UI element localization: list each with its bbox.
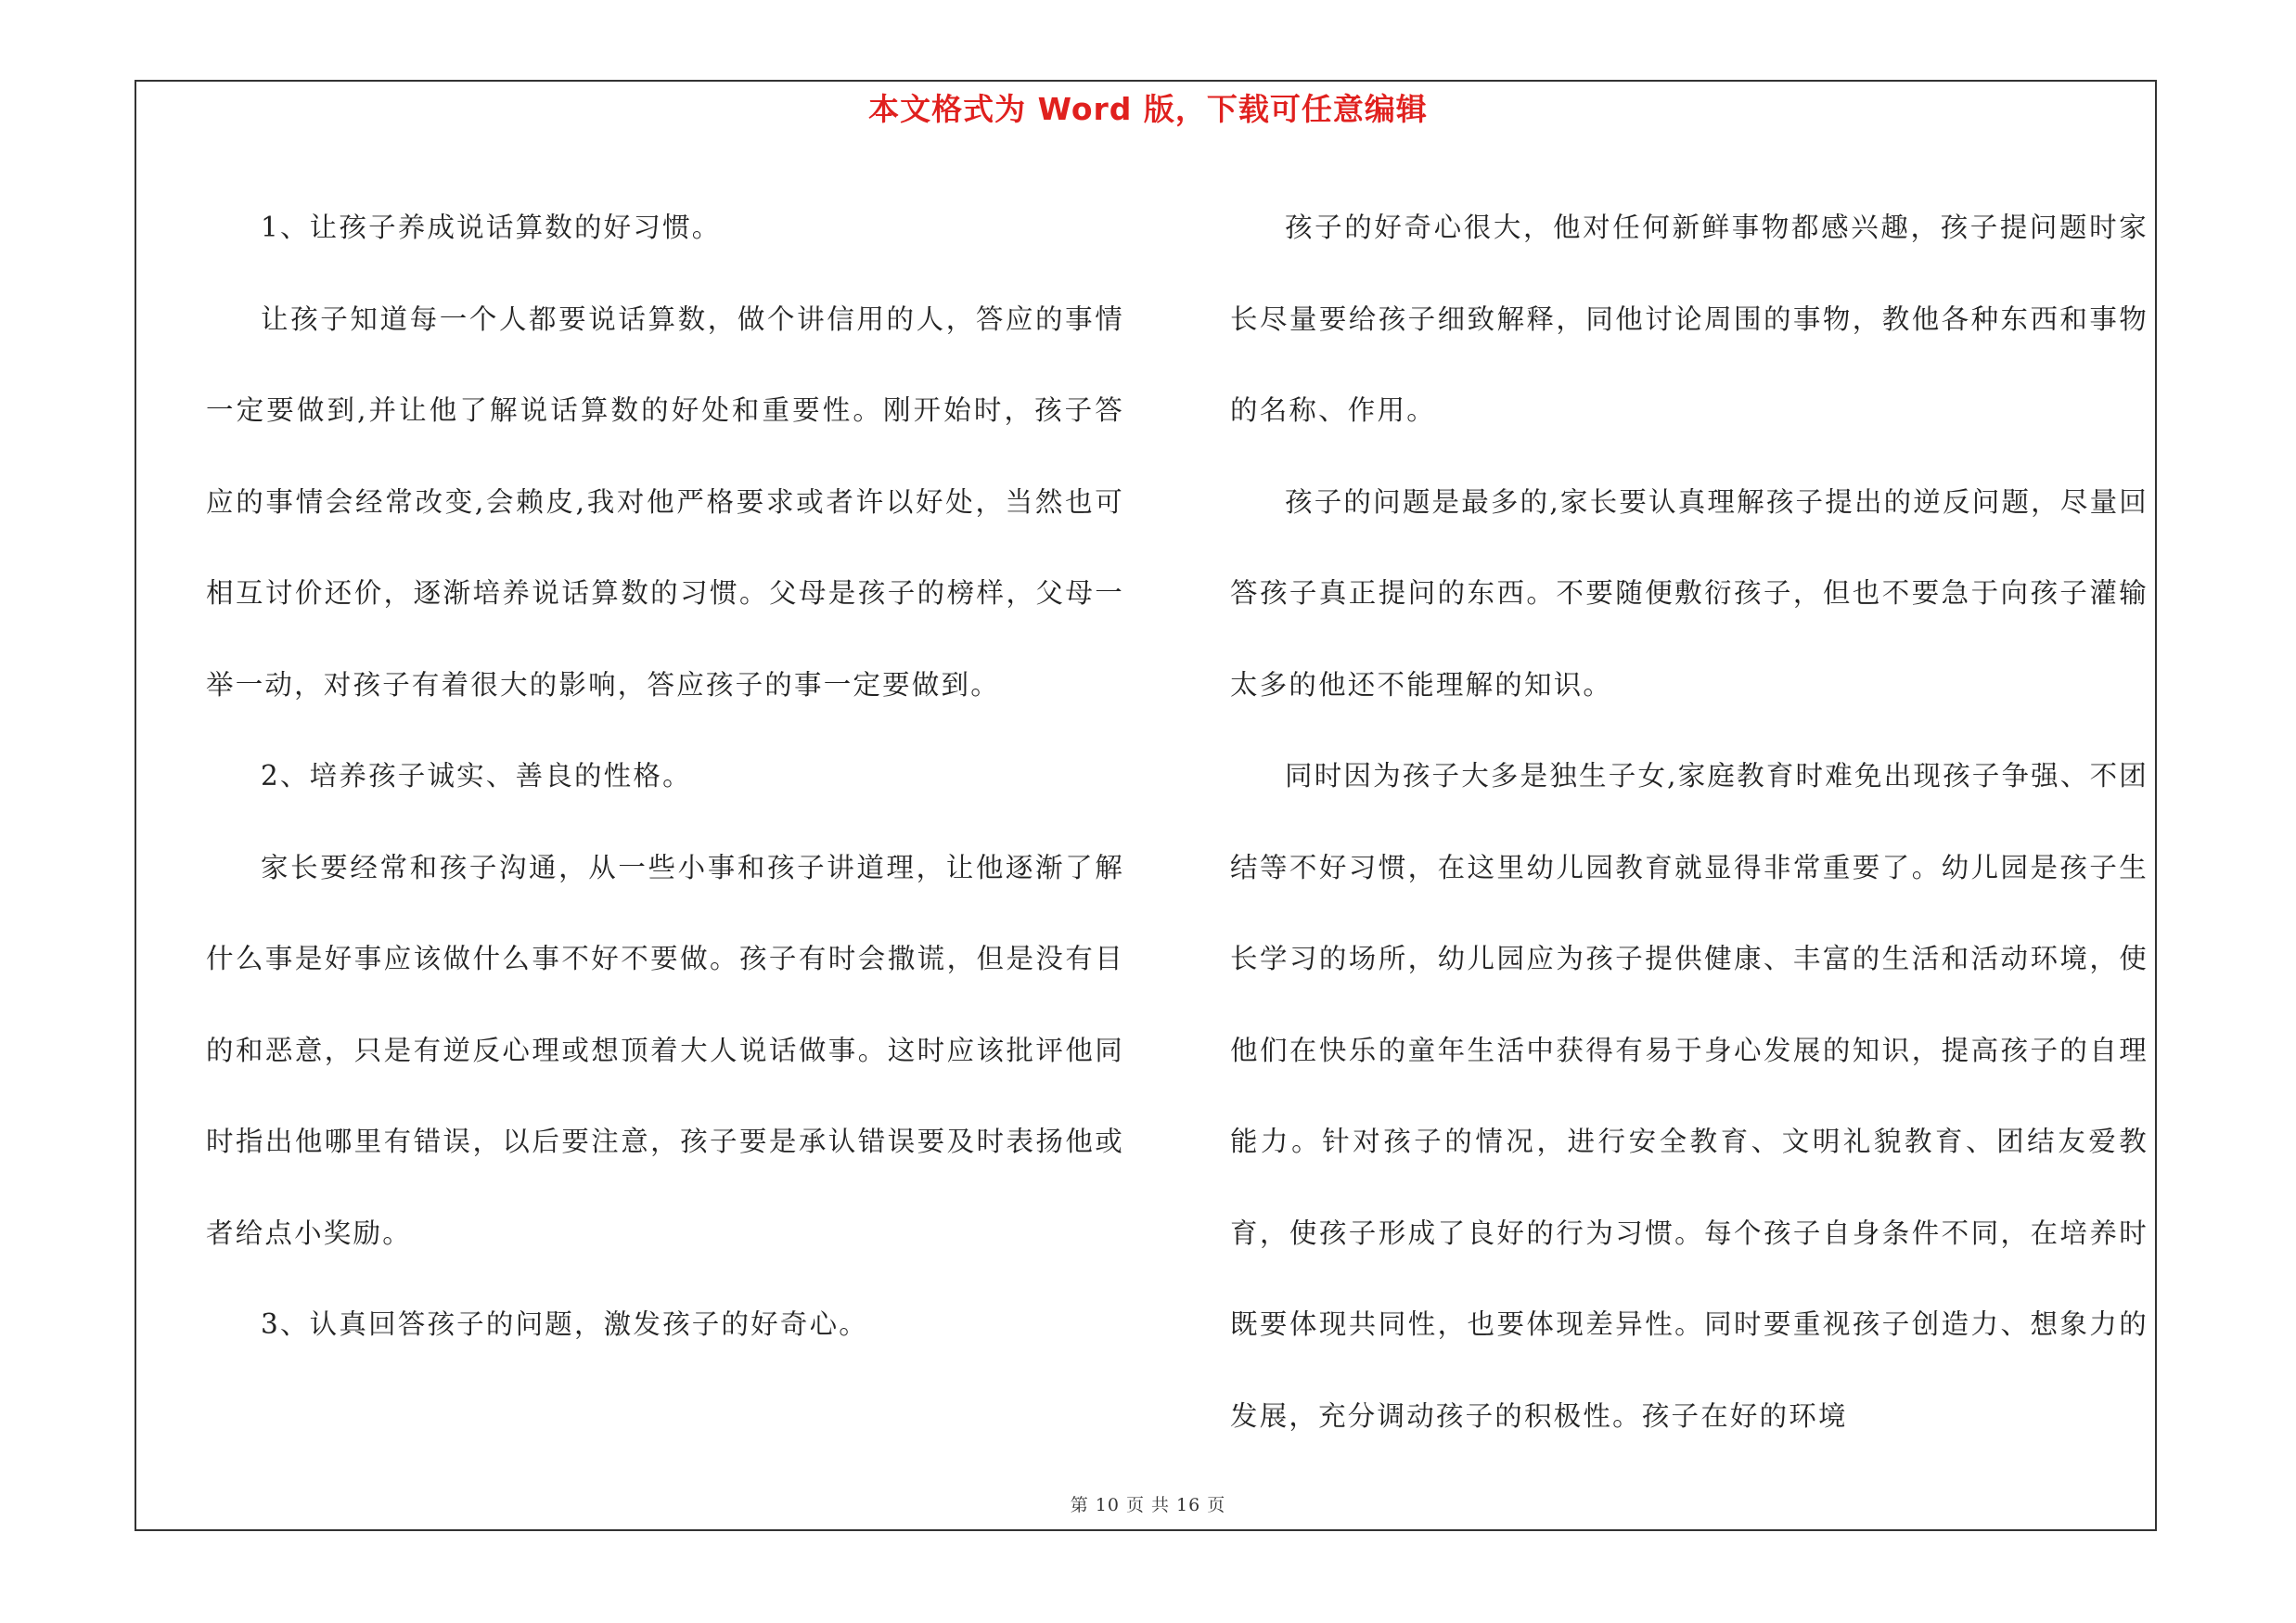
- paragraph-heading-1: 1、让孩子养成说话算数的好习惯。: [261, 212, 722, 243]
- paragraph-body: 孩子的好奇心很大，他对任何新鲜事物都感兴趣，孩子提问题时家长尽量要给孩子细致解释，同他讨论周围的事物，教他各种东西和事物的名称、作用。: [1230, 212, 2148, 426]
- page-number: 第 10 页 共 16 页: [1070, 1495, 1226, 1515]
- paragraph-heading-3: 3、认真回答孩子的问题，激发孩子的好奇心。: [261, 1308, 868, 1340]
- paragraph-heading-2: 2、培养孩子诚实、善良的性格。: [261, 760, 692, 792]
- document-banner: 本文格式为 Word 版，下载可任意编辑: [868, 91, 1428, 127]
- paragraph-body: 孩子的问题是最多的,家长要认真理解孩子提出的逆反问题，尽量回答孩子真正提问的东西。不要随便敷衍孩子，但也不要急于向孩子灌输太多的他还不能理解的知识。: [1230, 485, 2148, 701]
- paragraph-body: 家长要经常和孩子沟通，从一些小事和孩子讲道理，让他逐渐了解什么事是好事应该做什么事不好不要做。孩子有时会撒谎，但是没有目的和恶意，只是有逆反心理或想顶着大人说话做事。这时应该批评他同时指出他哪里有错误，以后要注意，孩子要是承认错误要及时表扬他或者给点小奖励。: [206, 851, 1124, 1249]
- paragraph-body: 让孩子知道每一个人都要说话算数，做个讲信用的人，答应的事情一定要做到,并让他了解说话算数的好处和重要性。刚开始时，孩子答应的事情会经常改变,会赖皮,我对他严格要求或者许以好处，当然也可相互讨价还价，逐渐培养说话算数的习惯。父母是孩子的榜样，父母一举一动，对孩子有着很大的影响，答应孩子的事一定要做到。: [206, 303, 1124, 701]
- paragraph-body: 同时因为孩子大多是独生子女,家庭教育时难免出现孩子争强、不团结等不好习惯，在这里幼儿园教育就显得非常重要了。幼儿园是孩子生长学习的场所，幼儿园应为孩子提供健康、丰富的生活和活动环境，使他们在快乐的童年生活中获得有易于身心发展的知识，提高孩子的自理能力。针对孩子的情况，进行安全教育、文明礼貌教育、团结友爱教育，使孩子形成了良好的行为习惯。每个孩子自身条件不同，在培养时既要体现共同性，也要体现差异性。同时要重视孩子创造力、想象力的发展，充分调动孩子的积极性。孩子在好的环境: [1230, 760, 2148, 1432]
- left-column: [206, 182, 1124, 1371]
- right-column: [1230, 182, 2148, 1462]
